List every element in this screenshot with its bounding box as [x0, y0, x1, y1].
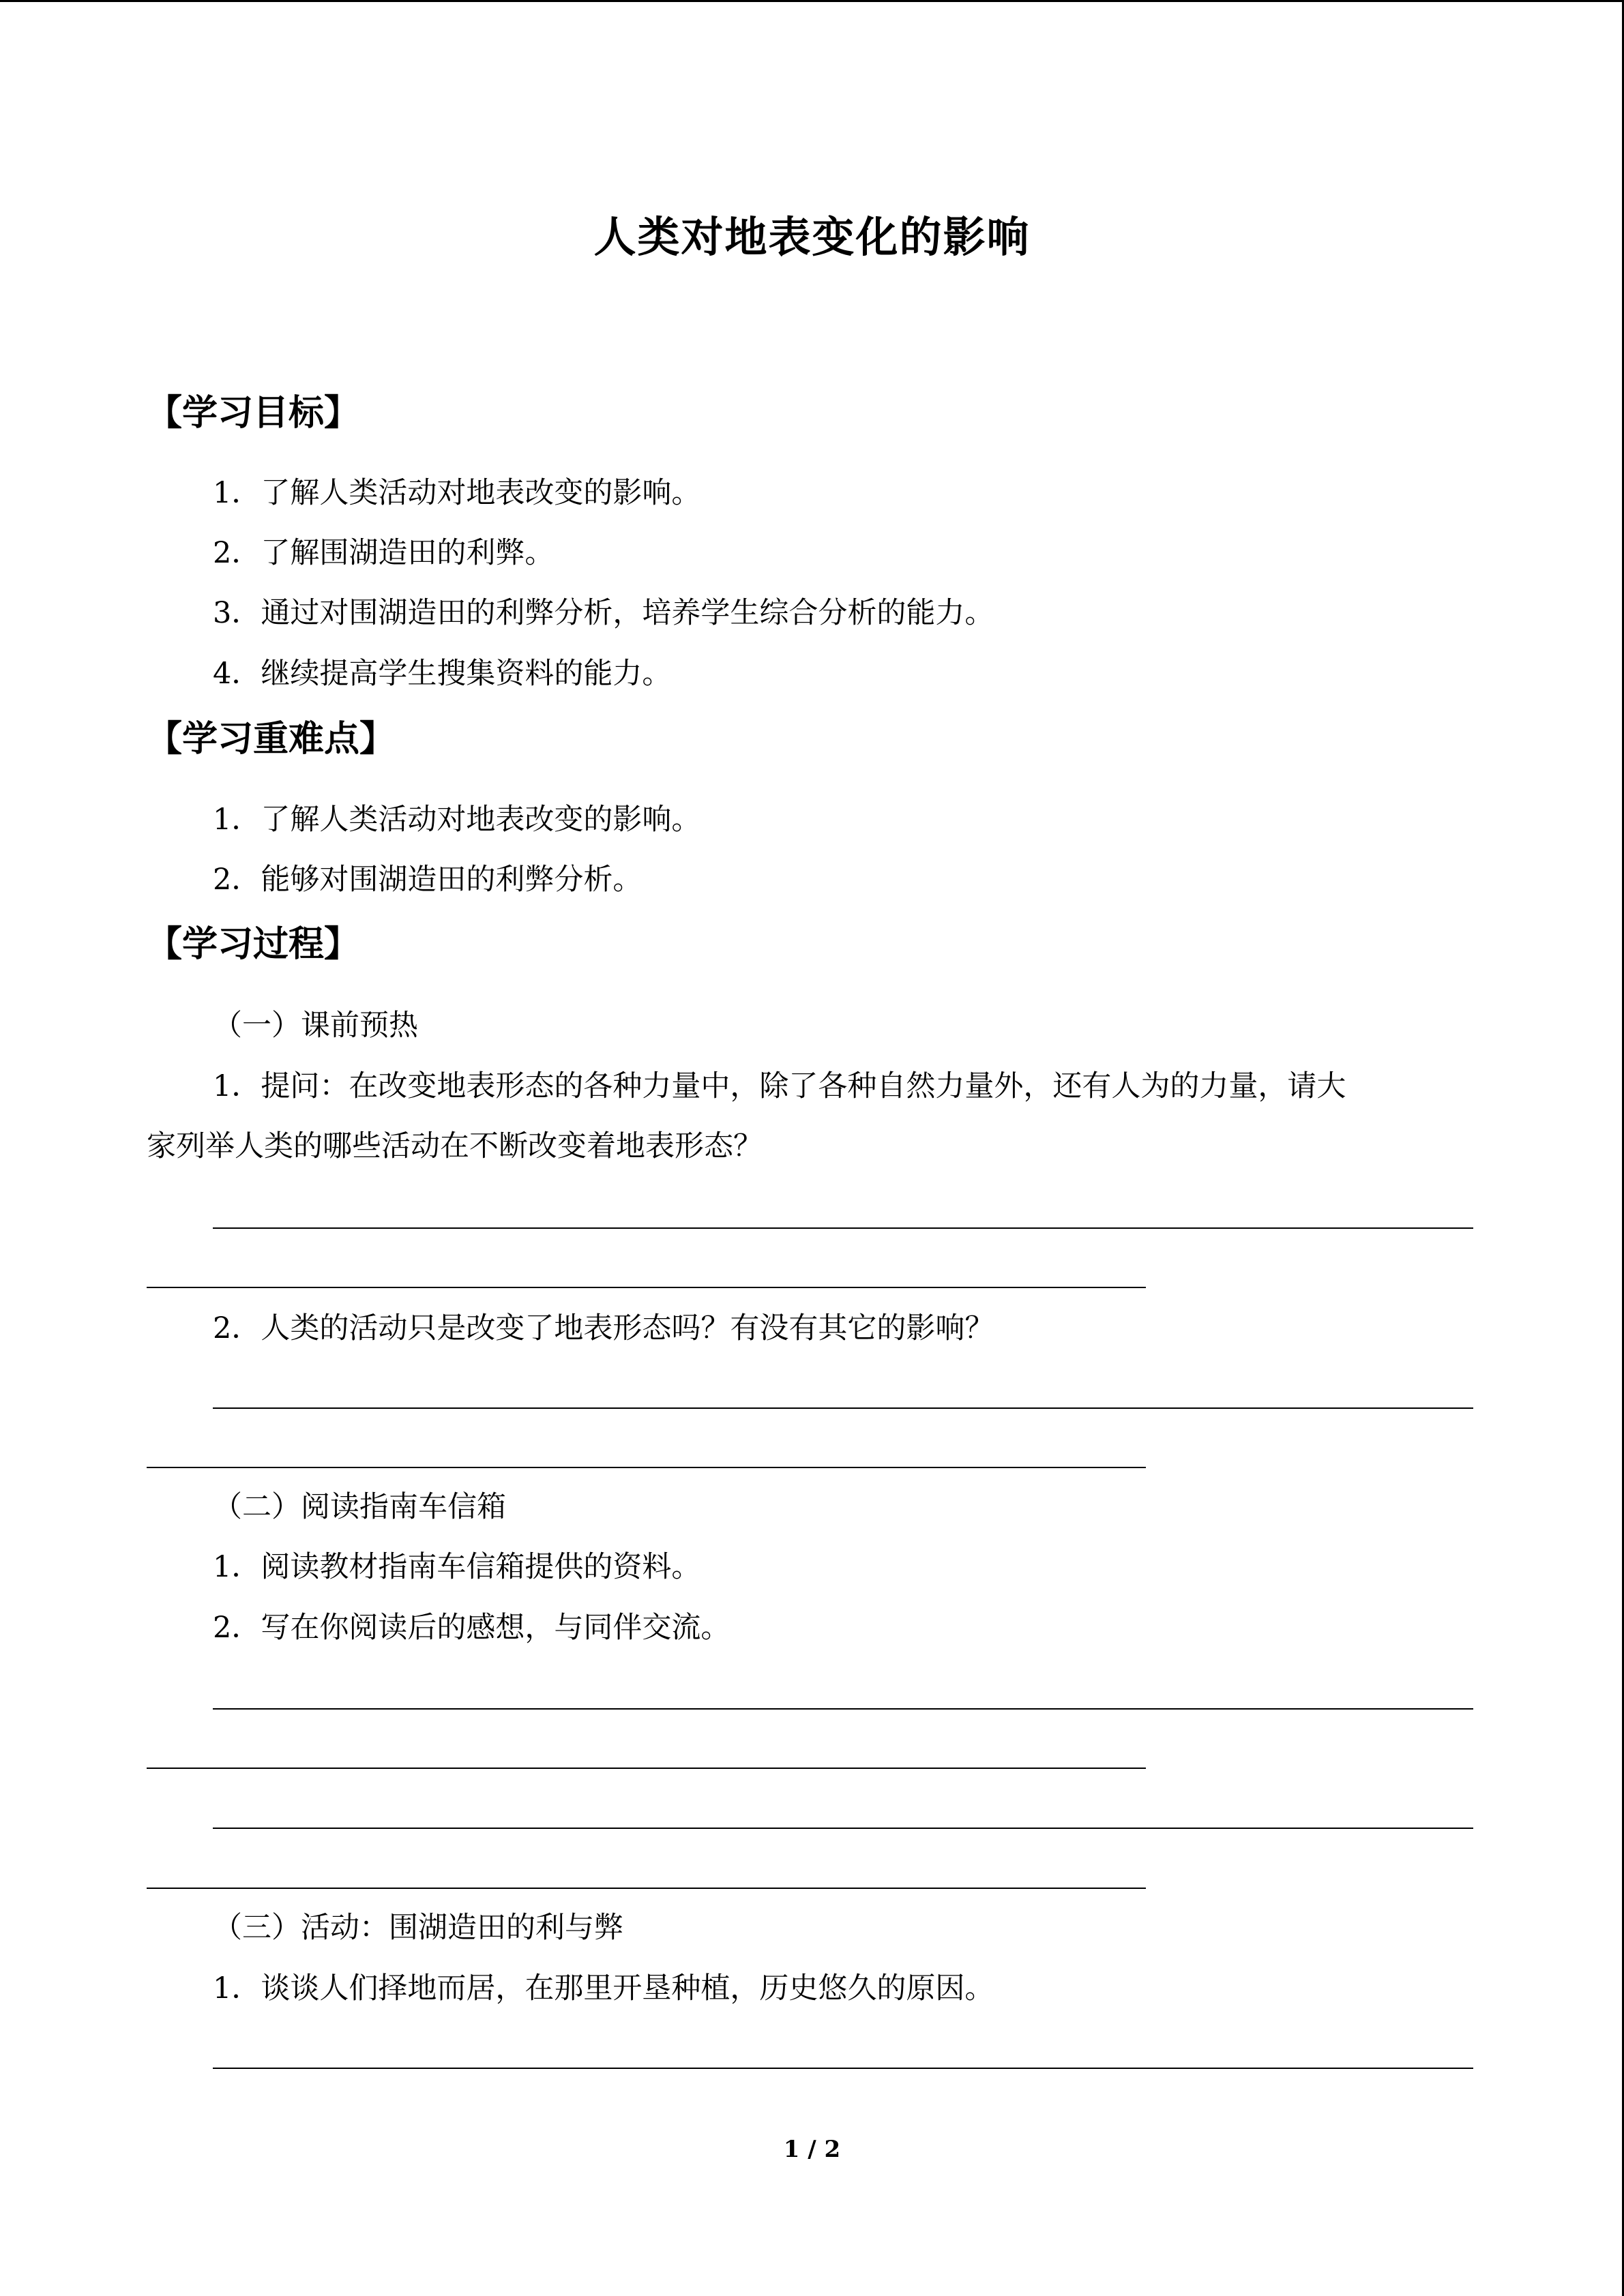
- keypoint-item: 2．能够对围湖造田的利弊分析。: [213, 863, 643, 897]
- subsection-title-part3: （三）活动：围湖造田的利与弊: [213, 1911, 623, 1945]
- answer-line[interactable]: [147, 1888, 1146, 1889]
- answer-line[interactable]: [147, 1467, 1146, 1468]
- answer-line[interactable]: [213, 2068, 1473, 2069]
- question-2: 2．人类的活动只是改变了地表形态吗？有没有其它的影响？: [213, 1311, 994, 1345]
- answer-line[interactable]: [213, 1828, 1473, 1829]
- goal-item: 1．了解人类活动对地表改变的影响。: [213, 476, 701, 510]
- goal-item: 3．通过对围湖造田的利弊分析，培养学生综合分析的能力。: [213, 596, 994, 630]
- answer-line[interactable]: [213, 1227, 1473, 1229]
- answer-line[interactable]: [147, 1768, 1146, 1769]
- activity-item-1: 1．谈谈人们择地而居，在那里开垦种植，历史悠久的原因。: [213, 1971, 994, 2006]
- question-1-line-1: 1．提问：在改变地表形态的各种力量中，除了各种自然力量外，还有人为的力量，请大: [213, 1069, 1346, 1103]
- question-1-line-2: 家列举人类的哪些活动在不断改变着地表形态？: [147, 1129, 763, 1163]
- reading-item-1: 1．阅读教材指南车信箱提供的资料。: [213, 1550, 701, 1584]
- section-heading-process: 【学习过程】: [147, 924, 360, 965]
- answer-line[interactable]: [147, 1287, 1146, 1288]
- section-heading-goals: 【学习目标】: [147, 393, 360, 434]
- answer-line[interactable]: [213, 1407, 1473, 1409]
- goal-item: 4．继续提高学生搜集资料的能力。: [213, 657, 672, 691]
- page-number: 1 / 2: [783, 2136, 841, 2163]
- subsection-title-part2: （二）阅读指南车信箱: [213, 1490, 506, 1524]
- keypoint-item: 1．了解人类活动对地表改变的影响。: [213, 803, 701, 837]
- reading-item-2: 2．写在你阅读后的感想，与同伴交流。: [213, 1611, 730, 1645]
- section-heading-keypoints: 【学习重难点】: [147, 719, 396, 760]
- subsection-title-part1: （一）课前预热: [213, 1009, 418, 1043]
- answer-line[interactable]: [213, 1708, 1473, 1710]
- document-title: 人类对地表变化的影响: [593, 212, 1031, 262]
- goal-item: 2．了解围湖造田的利弊。: [213, 536, 555, 570]
